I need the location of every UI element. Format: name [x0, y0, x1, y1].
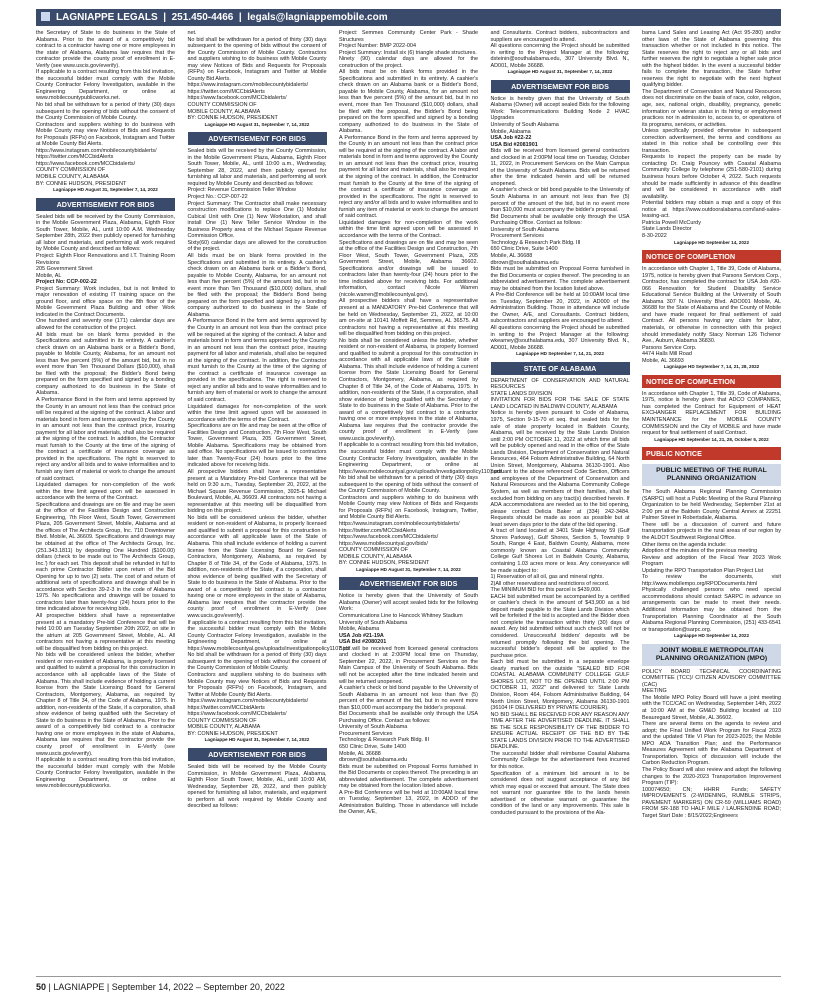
legals-page — [36, 30, 781, 970]
notice-paragraph: BY: CONNIE HUDSON, PRESIDENT — [187, 115, 278, 122]
notice-paragraph: All prospective bidders shall have a representative present at a Mandatory Pre-bid Conference that will be held on 9:30 a.m., Tuesday, September 20, 2022, at the Michael Square Revenue Commission, 3925-E Michael Boulevard, Mobile, AL 36609. All contractors not having a representative at this meeting will be disqualified from bidding on this project. — [187, 469, 327, 515]
notice-paragraph[interactable]: All questions concerning the Project should be submitted in writing to the Project Manager at the following: dsteinin@southalabama.edu, 307 University Blvd. N., AD001, Mobile 36688. — [490, 43, 630, 69]
notice-paragraph: the Secretary of State to do business in the State of Alabama. Prior to the award of a competitively bid contract to a contractor having one or more employees in the state of Alabama, Alabama law requires that the contractor provide the county proof of enrollment in E-Verify (see www.uscis.gov/everify). — [36, 30, 175, 69]
notice-paragraph: STATE LANDS DIVISION — [490, 390, 553, 397]
notice-paragraph: University of South Alabama — [339, 724, 408, 731]
notice-paragraph[interactable]: https://www.instagram.com/mobilecountybidalerts/ — [36, 147, 157, 154]
notice-paragraph: 100074650; CN; HHRR Funds; SAFETY IMPROVEMENTS (2-WIDENING, RUMBLE STRIPS, PAVEMENT MARKERS) ON CR-59 (WILLIAMS ROAD) FROM SR-188 TO HALF MILE / LAURENDINE ROAD; Target Start Date : 8/15/2022;Engineers — [642, 786, 781, 819]
notice-paragraph: Mobile, AL 36688 — [339, 750, 381, 757]
notice-paragraph: MOBILE COUNTY, ALABAMA — [187, 724, 261, 731]
notice-paragraph[interactable]: https://twitter.com/MCCbidAlerts — [339, 527, 417, 534]
notice-paragraph: MOBILE COUNTY, ALABAMA — [36, 174, 109, 181]
notice-paragraph: The MINIMUM BID for this parcel is $439,000. — [490, 587, 602, 594]
publication-reference: Lagniappe HD August 31, September 7, 14, 2022 — [356, 566, 461, 572]
notice-paragraph: 650 Clinic Drive, Suite 1400 — [339, 743, 407, 750]
notice-paragraph: In accordance with Chapter 1, Title 39, Code of Alabama, 1975, notice is hereby given that ADCO COMPANIES, has completed the Contract for Equipment of HEAT EXCHANGER REPLACEMENT FOR BUILDING MAINTENANCE for the MOBILE COUNTY COMMISSION and the City of MOBILE and have made request for final settlement of said Contract. — [642, 390, 781, 437]
notice-paragraph: No bid shall be withdrawn for a period of thirty (30) days subsequent to the opening of bids without the consent of the County Commission of Mobile County. — [339, 475, 478, 495]
notice-paragraph: NO BID SHALL BE RECEIVED FOR ANY REASON ANY TIME AFTER THE ADVERTISED DEADLINE. IT SHALL BE THE SOLE RESPONSIBILITY OF THE BIDDER TO ENSURE ACTUAL RECEIPT OF THE BID BY THE STATE LANDS DIVISION PRIOR TO THE ADVERTISED DEADLINE. — [490, 711, 630, 751]
notice-paragraph: Mobile, Alabama — [339, 626, 380, 633]
column-5 — [642, 30, 781, 970]
notice-paragraph: Sealed bids will be received by the County Commission, in the Mobile Government Plaza, Alabama, Eighth Floor South Tower, Mobile, AL, until 10:00 a.m., Wednesday, September 28, 2022, and then publicly opened for furnishing all labor and materials, and performing all work required by Mobile County and described as follows: — [187, 148, 327, 187]
notice-paragraph: Technology & Research Park Bldg. III — [490, 239, 581, 246]
notice-paragraph: Mobile, AL — [36, 272, 62, 279]
job-number: USA Job #21-19A — [339, 632, 384, 639]
notice-paragraph: MEETING — [642, 688, 667, 695]
notice-paragraph: and Consultants. Contract bidders, subcontractors and suppliers are encouraged to attend. — [490, 30, 630, 43]
notice-paragraph: net. — [187, 30, 197, 36]
column-1 — [36, 30, 175, 970]
notice-paragraph[interactable]: https://twitter.com/MCCbidAlerts — [36, 154, 114, 161]
section-header-bar: LAGNIAPPE LEGALS | 251.450-4466 | legals@lagniappemobile.com — [36, 9, 781, 26]
notice-paragraph: A Pre-Bid Conference will be held at 10:00AM local time on Tuesday, September 20, 2022, in AD000 of the Administration Building. Those in attendance will include the Owner, A/E, and Consultants. Contract bidders, subcontractors and suppliers are encouraged to attend. — [490, 292, 630, 325]
ad-body — [188, 764, 327, 810]
notice-paragraph: If applicable to a contract resulting from this bid invitation, the successful bidder must comply with the Mobile County Contractor Felony Investigation, available in the Engineering Department, or online at https://www.mobilecountyal.gov/uploads/investigationpolicy1107.pdf. — [339, 442, 504, 475]
column-4 — [491, 30, 630, 970]
notice-paragraph: bama Land Sales and Leasing Act (Act 95-280) and/or other laws of the State of Alabama governing this transaction whether or not included in this notice. The State reserves the right to reject any or all bids and further reserves the right to negotiate a higher sale price with the highest bidder. In the event a successful bidder fails to complete the transaction, the State further reserves the right to negotiate with the next highest qualifying bidder. — [642, 30, 781, 89]
notice-of-completion-header: NOTICE OF COMPLETION — [642, 375, 781, 388]
notice-paragraph: Adoption of the minutes of the previous meeting — [642, 548, 758, 555]
notice-paragraph: Review and adoption of the Fiscal Year 2023 Work Program — [642, 554, 781, 568]
notice-paragraph: Project Summary: Install six (6) triangle shade structures. — [339, 49, 477, 56]
notice-paragraph: Bids will be received from licensed general contractors and clocked in at 2:00PM local time on Thursday, September 22, 2022, in Procurement Services on the Main Campus of the University of South Alabama. Bids will not be accepted after the time indicated herein and will be returned unopened. — [339, 645, 478, 685]
notice-paragraph: Bids will be received from licensed general contractors and clocked in at 2:00PM local time on Tuesday, October 11, 2022, in Procurement Services on the Main Campus of the University of South Alabama. Bids will be returned after the time indicated herein and will be returned unopened. — [490, 148, 630, 187]
notice-paragraph: DEPARTMENT OF CONSERVATION AND NATURAL RESOURCES — [490, 377, 630, 391]
notice-paragraph: Bids must be submitted on Proposal Forms furnished in the Bid Documents or copies thereof. The preceding is an abbreviated advertisement. The complete advertisement may be obtained from the location listed above. — [339, 763, 478, 790]
notice-paragraph: Contractors and suppliers wishing to do business with Mobile County may view Notices of Bids and Requests for Proposals (RFPs) on Facebook, Instagram, Twitter, and Mobile County Bid Alerts. — [339, 494, 478, 521]
notice-paragraph: COUNTY COMMISSION OF — [339, 547, 409, 554]
notice-paragraph: Liquidated damages for non-completion of the work within the time limit agreed upon will be assessed in accordance with the terms of the Contract. — [36, 482, 175, 502]
notice-paragraph: No bids shall be considered unless the bidder, whether resident or non-resident of Alabama, is properly licensed and qualified to submit a proposal for this construction in accordance with all applicable laws of the State of Alabama. This shall include evidence of holding a current license from the State Licensing Board for General Contractors, Montgomery, Alabama, as required by Chapter 8 of Title 34, of the Code of Alabama, 1975. In addition, non-residents of the State, if a corporation, shall show evidence of being qualified with the Secretary of State to do business in the State of Alabama. Prior to the award of a competitively bid contract to a contractor having one or more employees in the state of Alabama, Alabama law requires that the contractor provide the county proof of enrollment in E-Verify (see www.uscis.gov/everify). — [339, 337, 478, 442]
notice-paragraph[interactable]: https://www.facebook.com/MCCbidalerts/ — [339, 534, 439, 541]
notice-paragraph: Potential bidders may obtain a map and a copy of this notice at https://www.outdooralabama.com/land-sales-leasing-act. — [642, 200, 781, 220]
notice-paragraph: Bids must be submitted on Proposal Forms furnished in the Bid Documents or copies thereof. The preceding is an abbreviated advertisement. The complete advertisement may be obtained from the location listed above. — [490, 266, 630, 292]
ad-body-continued — [36, 286, 175, 790]
notice-paragraph: Contractors and suppliers wishing to do business with Mobile County may view Notices of Bids and Requests for Proposals (RFPs) on Facebook, Instagram and Twitter at Mobile County Bid Alerts. — [36, 121, 175, 148]
project-number: Project No: CCP-002-22 — [36, 279, 97, 286]
notice-paragraph: COUNTY COMMISSION OF — [36, 167, 106, 174]
notice-paragraph: Procurement Services — [339, 730, 393, 737]
column-2 — [187, 30, 352, 970]
notice-paragraph: University of South Alabama — [339, 619, 408, 626]
notice-paragraph: There will be a discussion of current and future transportation projects in the rural areas of our region by the ALDOT Southwest Regional Office. — [642, 521, 781, 541]
publication-reference: Lagniappe HD September 14, 2022 — [673, 633, 750, 639]
notice-paragraph: Mobile, AL 36688 — [490, 252, 533, 259]
notice-paragraph: Procurement Services — [490, 233, 544, 240]
notice-paragraph: Bid Documents shall be available only through the USA Purchasing Office. Contact as follows: — [339, 711, 478, 724]
notice-paragraph: If applicable to a contract resulting from this bid invitation, the successful bidder must comply with the Mobile County Contractor Felony Investigation, available in the Engineering Department, or online at https://www.mobilecountyal.gov/uploads/investigationpolicy1107.pdf. — [187, 619, 352, 652]
notice-paragraph: Sealed bids will be received by the Mobile County Commission, in Mobile Government Plaza, Alabama, Eighth Floor South Tower, Mobile, AL, until 10:00 AM, Wednesday, September 28, 2022, and then publicly opened for furnishing all labor, materials, and equipment to perform all work required by Mobile County and described as follows: — [187, 763, 327, 810]
meeting-subheader: PUBLIC MEETING OF THE RURAL PLANNING ORGANIZATION — [642, 464, 781, 486]
notice-paragraph: Unless specifically provided otherwise in subsequent correction advertisement, the terms and conditions as stated in this notice shall be controlling over this transaction. — [642, 128, 781, 154]
notice-paragraph: Patricia Powell McCurdy — [642, 219, 701, 226]
notice-paragraph: Mobile, Alabama — [490, 128, 531, 135]
notice-paragraph: A cashier's check or bid bond payable to the University of South Alabama in an amount not less than five (5) percent of the amount of the bid, but in no event more than $10,000 must accompany the bidder's proposal. — [339, 685, 478, 711]
notice-paragraph: 4474 Halls Mill Road — [642, 351, 692, 358]
page-number: 50 — [36, 982, 47, 992]
page-footer: 50 | LAGNIAPPE | September 14, 2022 – September 20, 2022 — [36, 976, 781, 997]
notice-paragraph: A cashier's check or bid bond payable to the University of South Alabama in an amount not less than five (5) percent of the amount of the bid, but in no event more than $10,000 must accompany the bidder's proposal. — [490, 187, 630, 214]
notice-paragraph: Project: Eighth Floor Renovations and I.T. Training Room Revisions — [36, 252, 175, 266]
issue-dates: September 14, 2022 – September 20, 2022 — [111, 982, 285, 992]
ad-header-bids: ADVERTISEMENT FOR BIDS — [188, 748, 327, 761]
notice-paragraph[interactable]: dbrown@southalabama.edu — [490, 259, 559, 266]
publication-name: LAGNIAPPE — [53, 982, 105, 992]
notice-paragraph: POLICY BOARD TECHNICAL COORDINATING COMMITTEE (TCC)/ CITIZEN ADVISORY COMMITTEE (CAC) — [642, 668, 781, 688]
notice-paragraph: 205 Government Street — [36, 266, 93, 273]
publication-reference: Lagniappe HD August 31, September 7, 14, 2022 — [507, 69, 613, 75]
notice-paragraph: dbrown@southalabama.edu — [339, 757, 408, 764]
notice-paragraph: If applicable to a contract resulting from this bid invitation, the successful bidder must comply with the Mobile County Contractor Felony Investigation, available in the Engineering Department, or online at www.mobilecountypublicworks.net. — [36, 69, 175, 102]
notice-paragraph: Sixty(60) calendar days are allowed for the construction of the project. — [187, 239, 327, 253]
notice-paragraph: COUNTY COMMISSION OF — [187, 717, 257, 724]
notice-paragraph[interactable]: https://www.instagram.com/mobilecountybidalerts/ — [187, 698, 309, 705]
notice-paragraph: Notice is hereby given that the University of South Alabama (Owner) will accept sealed bids for the following Work: — [339, 593, 478, 613]
notice-paragraph: State Lands Director — [642, 226, 692, 233]
notice-paragraph: The Department of Conservation and Natural Resources does not discriminate on the basis of race, color, religion, age, sex, national origin, disability, pregnancy, genetic information or veteran status in its hiring or employment practices nor in admission to, access to, or operations of its programs, services, or activities. — [642, 88, 781, 128]
notice-paragraph: BY: CONNIE HUDSON, PRESIDENT — [339, 560, 430, 567]
notice-paragraph: The South Alabama Regional Planning Commission (SARPC) will host a Public Meeting of the Rural Planning Organization to be held Wednesday, September 21st at 2:00 pm at the Baldwin County Central Annex at 22251 Palmer Street in Robertsdale, Alabama. — [642, 489, 781, 522]
notice-paragraph: 8-30-2022 — [642, 232, 667, 239]
notice-paragraph: No bids will be considered unless the bidder, whether resident or non-resident of Alabama, is properly licensed and qualified to submit a proposal for this construction in accordance with all applicable laws of the State of Alabama. This shall include evidence of holding a current license from the State Licensing Board for General Contractors, Montgomery, Alabama, as required by Chapter 8 of Title 34, of the Code of Alabama, 1975. In addition, non-residents of the State, if a corporation, shall show evidence of being qualified with the Secretary of State to do business in the State of Alabama. Prior to the award of a competitively bid contract to a contractor having one or more employees in the state of Alabama, Alabama law requires that the contractor provide the county proof of enrollment in E-Verify (see www.uscis.gov/everify). — [187, 514, 327, 620]
notice-paragraph: Project Number: BMP 2022-004 — [339, 43, 416, 50]
ad-header-bids: ADVERTISEMENT FOR BIDS — [188, 132, 327, 145]
notice-paragraph: Other items on the agenda include: — [642, 541, 727, 548]
notice-paragraph: No bids will be considered unless the bidder, whether resident or non-resident of Alabama, is properly licensed and qualified to submit a proposal for this construction in accordance with all applicable laws of the State of Alabama. This shall include evidence of holding a current license from the State Licensing Board for General Contractors, Montgomery, Alabama, as required by Chapter 8 of Title 34, of the Code of Alabama, 1975. In addition, non-residents of the State, if a corporation, shall show evidence of being qualified with the Secretary of State to do business in the State of Alabama. Prior to the award of a competitively bid contract to a contractor having one or more employees in the state of Alabama, Alabama law requires that the contractor provide the county proof of enrollment in E-Verify (see www.uscis.gov/everify). — [36, 652, 175, 757]
notice-paragraph: MOBILE COUNTY, ALABAMA — [339, 553, 412, 560]
notice-paragraph: Project Summary: Work includes, but is not limited to major renovation of existing IT training space on the ground floor, and office space on the 8th floor of the Mobile Government Plaza Building and other Work indicated in the Contract Documents. — [36, 285, 175, 318]
notice-paragraph: Bid Documents shall be available only through the USA Purchasing Office. Contact as follows: — [490, 213, 630, 227]
notice-paragraph: EACH bid submitted must be accompanied by a certified or cashier's check in the amount of $43,900 as a bid deposit made payable to the State Lands Division which will be forfeited if the bid is accepted and the Bidder does not complete the transaction within thirty (30) days of award. Any bid submitted without such check will not be considered. Unsuccessful bidders' deposits will be returned promptly following the bid opening. The successful bidder's deposit will be applied to the purchase price. — [490, 593, 630, 659]
publication-reference: Lagniappe HD September 14, 2022 — [673, 239, 750, 245]
mpo-subheader: JOINT MOBILE METROPOLITAN PLANNING ORGANIZATION (MPO) — [642, 644, 781, 666]
notice-paragraph: INVITATION FOR BIDS FOR THE SALE OF STATE LAND LOCATED IN BALDWIN COUNTY, ALABAMA — [490, 397, 630, 410]
ad-body-continued — [339, 646, 478, 816]
publication-reference: Lagniappe HD August 31, September 7, 14, 2022 — [53, 187, 158, 193]
notice-paragraph: There are several items on the agenda to review and adopt; the Final Unified Work Program for Fiscal 2023 and the updated Title VI Plan for 2023-2025; the Mobile MPO ADA Transition Plan; and the Performance Measures Agreement with the Alabama Department of Transportation. Topics of discussion will include the Carbon Reduction Program. — [642, 721, 781, 767]
notice-paragraph: Specifications are on file and may be seen at the office of Facilities Design and Construction, 7th Floor West, South Tower, Government Plaza, 205 Government Street, Mobile Alabama. Specifications may be obtained from said office. No specifications will be issued to contractors later than Twenty-Four (24) hours prior to the time indicated above for receiving bids. — [187, 423, 327, 469]
notice-paragraph: No bid shall be withdrawn for a period of thirty (30) days subsequent to the opening of bids without the consent of the County Commission of Mobile County. Contractors and suppliers wishing to do business with Mobile County may view Notices of Bids and Requests for Proposals (RFPs) on Facebook, Instagram and Twitter at Mobile County Bid Alerts. — [187, 36, 327, 82]
notice-paragraph: No bid shall be withdrawn for a period of thirty (30) days subsequent to the opening of bids without the consent of the County Commission of Mobile County. — [187, 652, 327, 672]
notice-paragraph: 2)All other reservations and restrictions of record. — [490, 580, 610, 587]
email-link[interactable]: legals@lagniappemobile.com — [247, 12, 388, 23]
square-icon — [41, 12, 50, 21]
notice-continued — [339, 30, 504, 567]
notice-continued — [36, 30, 175, 187]
notice-paragraph: Mobile, AL 36693 — [642, 357, 684, 364]
notice-paragraph: Parsons Service Corp. — [642, 344, 697, 351]
section-title: LAGNIAPPE LEGALS — [56, 12, 158, 23]
notice-paragraph: All prospective bidders shall have a representative present at a MANDATORY Pre-bid Conference that will be held on Wednesday, September 21, 2022, at 10:00 am on-site at 10141 Moffett Rd, Semmes, AL 36575. All contractors not having a representative at this meeting will be disqualified from bidding on this project. — [339, 298, 478, 338]
bid-number: USA Bid #2081901 — [490, 141, 538, 148]
notice-paragraph: BY: CONNIE HUDSON, PRESIDENT — [36, 180, 127, 187]
ad-header-state: STATE OF ALABAMA — [491, 362, 630, 375]
notice-paragraph[interactable]: https://www.instagram.com/mobilecountybidalerts/ — [339, 521, 460, 528]
notice-paragraph: If applicable to a contract resulting from this bid invitation, the successful bidder must comply with the Mobile County Contractor Felony Investigation, available in the Engineering Department, or online at www.mobilecountypublicworks. — [36, 757, 175, 790]
notice-paragraph: Liquidated damages for non-completion of the work within the time limit agreed upon will be assessed in accordance with the terms of the Contract. — [339, 219, 478, 239]
notice-paragraph: Specification of a minimum bid amount is to be considered does not suggest acceptance of any bid which may equal or exceed that amount. The State does not warrant nor guarantee title to the lands herein advertised or otherwise warrant or guarantee the condition of the land or any improvements. This sale is conducted pursuant to the provisions of the Ala- — [490, 770, 630, 816]
notice-paragraph: Project: Revenue Commission Teller Window — [187, 187, 296, 194]
notice-paragraph: All bids must be on blank forms provided in the Specifications and submitted in its entirety. A cashier's check drawn on an Alabama bank or a Bidder's Bond, payable to Mobile County, Alabama, for an amount not less than five percent (5%) of the amount bid, but in no event more than Ten Thousand ($10,000) dollars, shall be filed with the proposal; the Bidder's Bond being prepared on the form specified and signed by a bonding company authorized to do business in the State of Alabama. — [187, 252, 327, 318]
notice-paragraph[interactable]: https://twitter.com/MCCbidAlerts — [187, 88, 265, 95]
notice-paragraph: Specifications and drawings are on file and may be seen at the office of the Facilities Design and Construction Engineering, 7th Floor West, South Tower, Government Plaza, 205 Government Street, Mobile, Alabama and at the offices of The Architects Group, Inc. 710 Downtowner Blvd. Mobile, AL 36609. Specifications and drawings may be obtained at the office of The Architects Group, Inc. (251.343.1811) by depositing One Hundred ($100.00) dollars (check to be made out to 'The Architects Group, Inc.') for each set. This deposit shall be refunded in full to each prime Contractor Bidder upon return of the Bid Opening for up to two (2) sets. The cost of and return of additional sets of specifications and drawings shall be in accordance with Section 39-2-3 in the code of Alabama 1975. No specifications and drawings will be issued to contractors later than twenty-four (24) hours prior to the time indicated above for receiving bids. — [36, 501, 175, 613]
notice-paragraph: Project No.: CCP-007-22 — [187, 194, 248, 201]
notice-paragraph: Ninety (90) calendar days are allowed for the construction of the project. — [339, 56, 478, 69]
ad-header-bids: ADVERTISEMENT FOR BIDS — [339, 577, 478, 590]
ad-body — [187, 148, 352, 737]
notice-paragraph: To review the documents, visit http://www.mobilempo.org/RPODocuments.html — [642, 574, 781, 587]
notice-paragraph: In accordance with Chapter 1, Title 39, Code of Alabama, 1975, notice is hereby given that Parsons Services Corp., Contractor, has completed the contract for USA Job #20-066 Renovation for Student Disability Service Educational Service Building at the University of South Alabama 307 N. University Blvd. ADO001 Mobile, AL 36688 for the State of Alabama and the County of Mobile and have made request for final settlement of said Contract. All persons having any claim for labor, materials, or otherwise in connection with this project should immediately notify Stacy Norman 126 Tichenor Ave., Auburn, Alabama 36830. — [642, 266, 781, 345]
notice-paragraph: MOBILE COUNTY, ALABAMA — [187, 108, 261, 115]
notice-paragraph: Technology & Research Park Bldg. III — [339, 737, 430, 744]
notice-paragraph: A Performance Bond in the form and terms approved by the County in an amount not less than the contract price will be required at the signing of the contract. A labor and materials bond in form and terms approved by the County in an amount not less than the contract price, insuring payment for all labor and materials, shall also be required at the signing of the contract. In addition, the Contractor must furnish to the County at the time of the signing of the contract a certificate of insurance coverage as provided in the specifications. The right is reserved to reject any and/or all bids and to waive informalities and to furnish any item of material or work to change the amount of said contract. — [36, 396, 175, 482]
notice-paragraph[interactable]: https://www.mobilecountyal.gov/bids/ — [339, 540, 428, 547]
notice-paragraph: A Performance Bond in the form and terms approved by the County in an amount not less than the contract price will be required at the signing of the contract. A labor and materials bond in form and terms approved by the County in an amount not less than the contract price, insuring payment for all labor and materials, shall also be required at the signing of the contract. In addition, the Contractor must furnish to the County at the time of the signing of the contract a certificate of insurance coverage as provided in the specifications. The right is reserved to reject any and/or all bids and to waive informalities and to furnish any item of material or work to change the amount of said contract. — [339, 134, 478, 220]
notice-paragraph[interactable]: https://www.facebook.com/MCCbidalerts/ — [36, 160, 136, 167]
notice-paragraph[interactable]: Physically challenged persons who need special accommodations should contact SARPC in advance so arrangements can be made to meet their needs. Additional information may be obtained from the Transportation Planning Coordinator at the South Alabama Regional Planning Commission, (251) 433-6541 or transportation@sarpc.org. — [642, 587, 781, 633]
notice-paragraph[interactable]: https://www.facebook.com/MCCbidalerts/ — [187, 711, 287, 718]
publication-reference: Lagniappe HD September 7, 14, 21, 28, 2022 — [663, 364, 760, 370]
notice-paragraph: Updating the RPO Transportation Plan Project List — [642, 567, 764, 574]
bid-number: USA Bid #2080201 — [339, 639, 387, 646]
notice-paragraph: Sealed bids will be received by the County Commission, in the Mobile Government Plaza, Alabama, Eighth Floor South Tower, Mobile, AL, until 10:00 A.M. Wednesday September 28th, 2022 then publicly opened for furnishing all labor and materials, and performing all work required by Mobile County and described as follows: — [36, 213, 175, 253]
notice-paragraph: Project: Semmes Community Center Park - Shade Structures — [339, 30, 478, 43]
notice-paragraph: No bid shall be withdrawn for a period of thirty (30) days subsequent to the opening of bids without the consent of the County Commission of Mobile County. — [36, 102, 175, 122]
notice-paragraph: All prospective bidders shall have a representative present at a mandatory Pre-bid Conference that will be held 10:00 am Tuesday September 20th 2022, on site in the atrium at 205 Government Street, Mobile, AL. All contractors not having a representative at this meeting will be disqualified from bidding on this project. — [36, 613, 175, 652]
notice-paragraph: All bids must be on blank forms provided in the Specifications and submitted in its entirety. A cashier's check drawn on an Alabama bank or a Bidder's Bond, payable to Mobile County, Alabama, for an amount not less than five percent (5%) of the amount bid, but in no event more than Ten Thousand Dollars ($10,000), shall be filed with the proposal; the Bidder's Bond being prepared on the form specified and signed by a bonding company authorized to do business in the State of Alabama. — [36, 331, 175, 397]
notice-paragraph: Each bid must be submitted in a separate envelope clearly marked on the outside "SEALED BID FOR COASTAL ALABAMA COMMUNITY COLLEGE GULF SHORES LOT, NOT TO BE OPENED UNTIL 2:00 PM OCTOBER 11, 2022" and delivered to: State Lands Division, Room 464, Folsom Administrative Building, 64 North Union Street, Montgomery, Alabama 36130-1901 (36104 IF DELIVERED BY PRIVATE COURIER). — [490, 659, 630, 712]
notice-paragraph: The successful bidder shall reimburse Coastal Alabama Community College for the advertisement fees incurred for this notice. — [490, 750, 630, 770]
notice-paragraph: One hundred and seventy one (171) calendar days are allowed for the construction of the project. — [36, 318, 175, 331]
notice-paragraph: University of South Alabama — [490, 226, 559, 233]
notice-continued — [188, 30, 327, 122]
notice-paragraph: Communications Line to Hancock Whitney Stadium — [339, 613, 463, 620]
notice-paragraph: University of South Alabama — [490, 122, 559, 129]
phone-number: 251.450-4466 — [171, 12, 234, 23]
notice-paragraph: Requests to inspect the property can be made by contacting Dr. Craig Pouncey with Coastal Alabama Community College by telephone (251-580-2101) during business hours before October 4, 2022. Such requests should be made sufficiently in advance of this deadline and will be considered in accordance with staff availability. — [642, 154, 781, 200]
notice-paragraph: Contractors and suppliers wishing to do business with Mobile County may view Notices of Bids and Requests for Proposals (RFPs) on Facebook, Instagram, and Twitter at Mobile County Bid Alerts. — [187, 671, 327, 698]
notice-paragraph: 650 Clinic Drive, Suite 1400 — [490, 246, 558, 253]
ad-header-bids: ADVERTISEMENT FOR BIDS — [36, 198, 175, 211]
publication-reference: Lagniappe HD September 7, 14, 21, 2022 — [516, 351, 604, 357]
notice-of-completion-header: NOTICE OF COMPLETION — [642, 250, 781, 263]
notice-paragraph: The Policy Board will also review and adopt the following changes to the 2020-2023 Transportation Improvement Program (TIP): — [642, 766, 781, 787]
notice-paragraph: A Performance Bond in the form and terms approved by the County in an amount not less than the contract price will be required at the signing of the contract. A labor and materials bond in form and terms approved by the County in an amount not less than the contract price, insuring payment for all labor and materials, shall also be required at the signing of the contract. In addition, the Contractor must furnish to the County at the time of the signing of the contract a certificate of insurance coverage as provided in the specifications. The right is reserved to reject any and/or all bids and to waive informalities and to furnish any item of material or work to change the amount of said contract. — [187, 318, 327, 403]
ad-header-bids: ADVERTISEMENT FOR BIDS — [491, 80, 630, 93]
notice-paragraph: A Pre-Bid Conference will be held at 10:00AM local time on Tuesday, September 13, 2022, in ADDO of the Administration Building. Those in attendance will include the Owner, A/E, — [339, 789, 478, 816]
ad-body — [36, 214, 175, 279]
column-3 — [339, 30, 504, 970]
notice-paragraph: 1) Reservation of all oil, gas and mineral rights. — [490, 574, 604, 581]
notice-paragraph[interactable]: https://www.instagram.com/mobilecountybidalerts/ — [187, 82, 309, 89]
notice-paragraph[interactable]: https://www.facebook.com/MCCbidalerts/ — [187, 95, 287, 102]
ad-body — [339, 593, 478, 632]
publication-reference: Lagniappe HD August 31, September 7, 14, 2022 — [204, 737, 310, 743]
publication-reference: Lagniappe HD August 31, September 7, 14, 2022 — [204, 121, 310, 127]
job-number: USA Job #22-22 — [490, 135, 532, 142]
notice-paragraph: All bids must be on blank forms provided in the Specifications and submitted in its entirety. A cashier's check drawn on an Alabama bank or a Bidder's Bond, payable to Mobile County, Alabama, for an amount not less than five percent (5%) of the amount bid, but in no event, more than Ten Thousand ($10,000) dollars, shall be filed with the proposal, the Bidder's Bond being prepared on the form specified and signed by a bonding company authorized to do business in the State of Alabama. — [339, 69, 478, 135]
notice-paragraph: Notice is hereby given that the University of South Alabama (Owner) will accept sealed Bids for the following Work: Telecommunications Building Node 2 HVAC Upgrades — [490, 95, 630, 122]
notice-paragraph: Liquidated damages for non-completion of the work within the time limit agreed upon will be assessed in accordance with the terms of the Contract. — [187, 403, 327, 423]
notice-paragraph[interactable]: All questions concerning the Project should be submitted in writing to the Project Manager at the following: wkearney@southalabama.edu, 307 University Blvd. N., AD001, Mobile 36688. — [490, 324, 630, 351]
notice-paragraph: BY: CONNIE HUDSON, PRESIDENT — [187, 730, 278, 737]
notice-paragraph: The Mobile MPO Policy Board will have a joint meeting with the TCC/CAC on Wednesday, September 14th, 2022 at 10:00 AM at the GM&O Building located at 110 Beauregard Street, Mobile, AL 36602. — [642, 694, 781, 721]
notice-paragraph[interactable]: https://twitter.com/MCCbidAlerts — [187, 704, 265, 711]
notice-paragraph: COUNTY COMMISSION OF — [187, 102, 257, 109]
notice-paragraph: A tract of land located at 3401 State Highway 59 (Gulf Shores Parkway), Gulf Shores, Section 5, Township 9 South, Range 4 East, Baldwin County, Alabama, more commonly known as Coastal Alabama Community College Gulf Shores Lot in Baldwin County, Alabama, containing 1.03 acres more or less. Any conveyance will be made subject to: — [490, 528, 630, 574]
public-notice-header: PUBLIC NOTICE — [642, 447, 781, 460]
notice-paragraph: Notice is hereby given pursuant to Code of Alabama, 1975, Section 9-15-70 et seq. that sealed bids for the sale of state property located in Baldwin County, Alabama, will be received by the State Lands Division until 2:00 PM OCTOBER 11, 2022 at which time all bids will be publicly opened and read in the office of the State Lands Division, Department of Conservation and Natural Resources, 464 Folsom Administrative Building, 64 North Union Street, Montgomery, Alabama 36130-1901. Also pursuant to the above referenced Code Section, Officers and employees of the Department of Conservation and Natural Resources and the Alabama Community College System, as well as members of their families, shall be excluded from bidding on any tract(s) described herein. If ADA accommodations are needed as to the bid opening, please contact Delicia Baker at (334) 242-3484. Requests should be made as soon as possible but at least seven days prior to the date of the bid opening. — [490, 410, 630, 528]
notice-paragraph: Specifications and drawings are on file and may be seen at the office of the Facilities Design and Construction, 7th Floor West, South Tower, Government Plaza, 205 Government Street, Mobile, Alabama 36602. Specifications and/or drawings will be issued to contractors later than twenty-four (24) hours prior to the time indicated above for receiving bids. For additional information, contact Nicole Warren (nicole.warren@mobilecountyal.gov). — [339, 239, 478, 298]
publication-reference: Lagniappe HD September 14, 21, 28, October 5, 2022 — [654, 436, 769, 442]
notice-paragraph: Project Summary: The Contractor shall make necessary construction modifications to replace One (1) Modular Cubical Unit with One (1) New Workstation, and shall install One (1) New Teller Service Window in the Business Property area of the Michael Square Revenue Commission Office. — [187, 200, 327, 240]
